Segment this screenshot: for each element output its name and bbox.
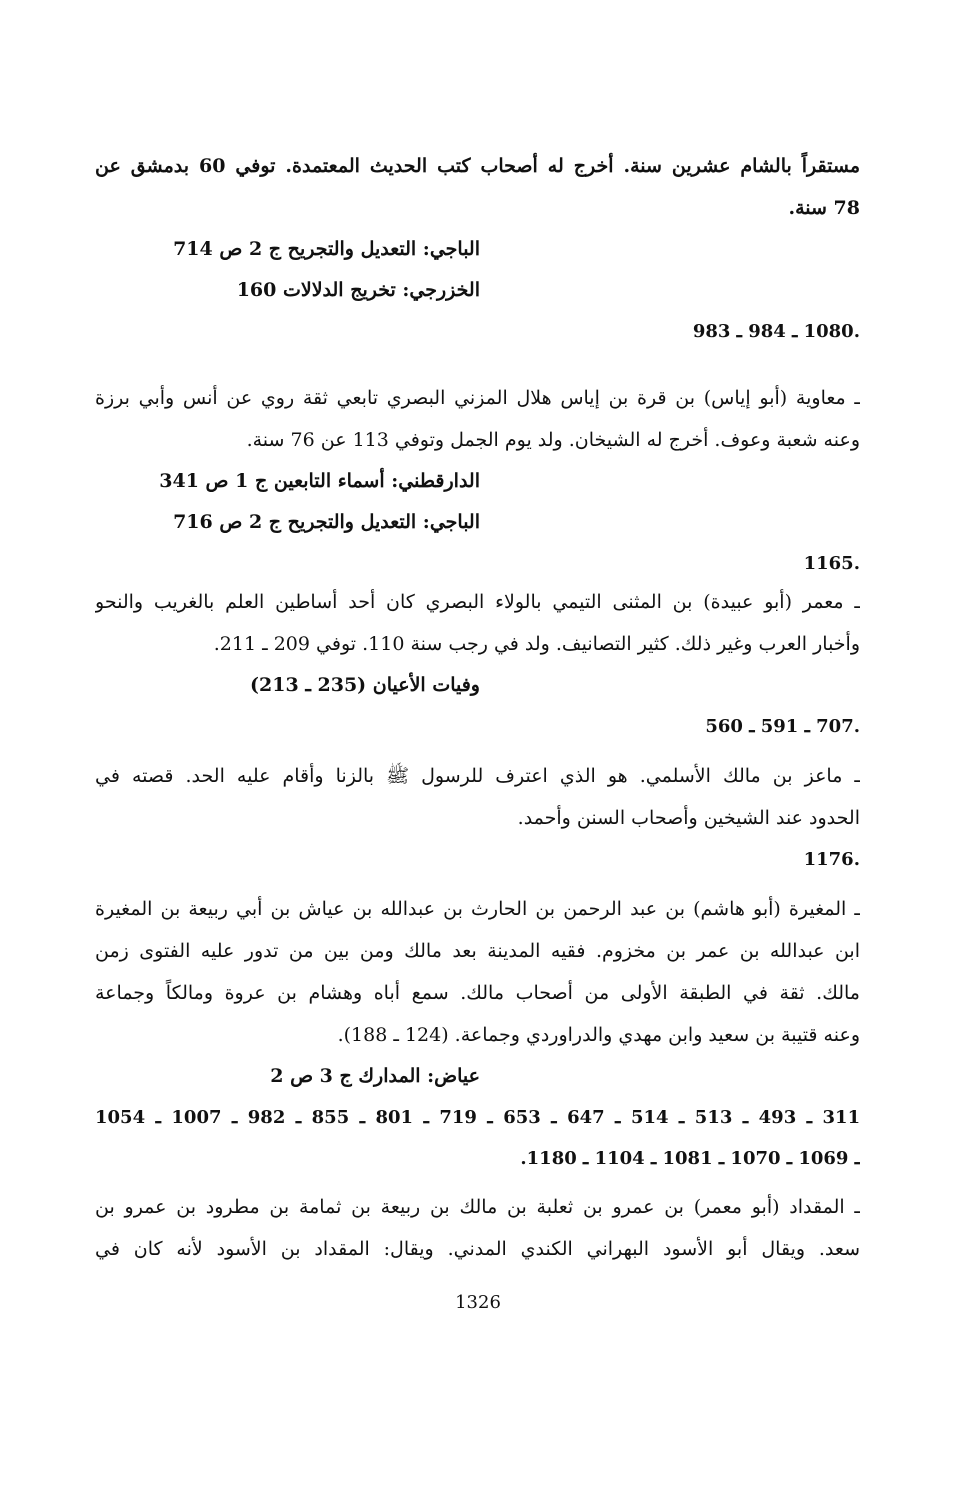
- page-number: 1326: [455, 1292, 501, 1313]
- page-refs: 311 ـ 493 ـ 513 ـ 514 ـ 647 ـ 653 ـ 719 ـ 801 ـ 855 ـ 982 ـ 1007 ـ 1054: [95, 1107, 860, 1128]
- entry-mughira: [95, 888, 860, 1179]
- source-reference: الخزرجي: تخريج الدلالات 160: [236, 279, 480, 301]
- entry-line: ـ معمر (أبو عبيدة) بن المثنى التيمي بالولاء البصري كان أحد أساطين العلم بالغريب والنحو: [95, 591, 860, 613]
- entry-line: مالك. ثقة في الطبقة الأولى من أصحاب مالك. سمع أباه وهشام بن عروة ومالكاً وجماعة: [95, 982, 860, 1004]
- entry-line: 78 سنة.: [788, 197, 860, 219]
- page-refs: ـ 1069 ـ 1070 ـ 1081 ـ 1104 ـ 1180.: [520, 1148, 860, 1169]
- entry-line: ـ المغيرة (أبو هاشم) بن عبد الرحمن بن الحارث بن عبدالله بن عياش بن أبي ربيعة بن المغيرة: [95, 898, 860, 920]
- entry-muawiya: [95, 377, 860, 584]
- entry-line: ـ معاوية (أبو إياس) بن قرة بن إياس هلال المزني البصري تابعي ثقة روي عن أنس وأبي برزة: [95, 387, 860, 409]
- entry-continuation: [95, 145, 860, 352]
- entry-line: وأخبار العرب وغير ذلك. كثير التصانيف. ولد في رجب سنة 110. توفي 209 ـ 211.: [213, 633, 860, 655]
- entry-line: سعد. ويقال أبو الأسود البهراني الكندي المدني. ويقال: المقداد بن الأسود لأنه كان في: [95, 1238, 860, 1260]
- entry-line: ـ المقداد (أبو معمر) بن عمرو بن ثعلبة بن مالك بن ربيعة بن ثمامة بن مطرود بن عمرو بن: [95, 1196, 860, 1218]
- entry-line: وعنه قتيبة بن سعيد وابن مهدي والدراوردي وجماعة. (124 ـ 188).: [337, 1024, 860, 1046]
- entry-miqdad: [95, 1186, 860, 1270]
- page-refs: .707 ـ 591 ـ 560: [705, 716, 860, 737]
- page-refs: .1080 ـ 984 ـ 983: [692, 321, 860, 342]
- page-refs: .1176: [803, 849, 860, 870]
- entry-line: ابن عبدالله بن عمر بن مخزوم. فقيه المدينة بعد مالك ومن بين من تدور عليه الفتوى زمن: [95, 940, 860, 962]
- entry-line: وعنه شعبة وعوف. أخرج له الشيخان. ولد يوم الجمل وتوفي 113 عن 76 سنة.: [246, 429, 860, 451]
- entry-line: ـ ماعز بن مالك الأسلمي. هو الذي اعترف للرسول ﷺ بالزنا وأقام عليه الحد. قصته في: [95, 765, 860, 787]
- source-reference: عياض: المدارك ج 3 ص 2: [270, 1065, 480, 1087]
- source-reference: الباجي: التعديل والتجريح ج 2 ص 716: [173, 511, 480, 533]
- entry-maiz: [95, 755, 860, 880]
- source-reference: الباجي: التعديل والتجريح ج 2 ص 714: [173, 238, 480, 260]
- source-reference: الدارقطني: أسماء التابعين ج 1 ص 341: [159, 470, 480, 492]
- entry-line: مستقراً بالشام عشرين سنة. أخرج له أصحاب كتب الحديث المعتمدة. توفي 60 بدمشق عن: [95, 155, 860, 177]
- entry-mamar: [95, 581, 860, 747]
- page-refs: .1165: [803, 553, 860, 574]
- entry-line: الحدود عند الشيخين وأصحاب السنن وأحمد.: [517, 807, 860, 829]
- source-reference: وفيات الأعيان (235 ـ 213): [250, 674, 480, 696]
